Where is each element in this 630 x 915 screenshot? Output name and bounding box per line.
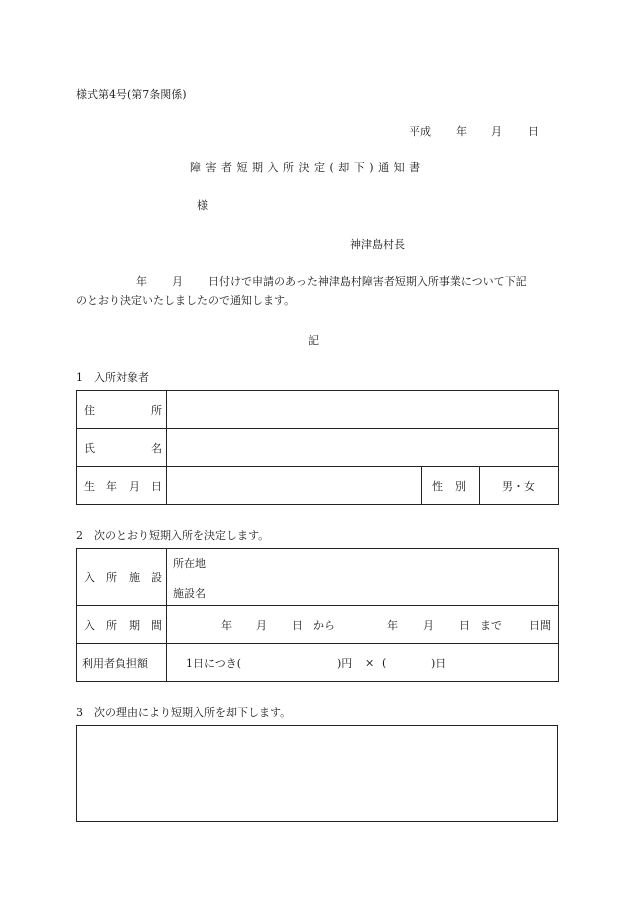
date-day: 日 [528,125,539,138]
rejection-reason-box[interactable] [76,725,558,822]
name-field[interactable] [167,429,559,467]
section1-heading: 1 入所対象者 [76,371,149,384]
address-row [77,391,559,429]
birth-label: 生 年 月 日 [77,467,167,505]
address-field[interactable] [167,391,559,429]
name-label: 氏 名 [77,429,167,467]
burden-row [77,644,559,682]
location-label: 所在地 [173,557,206,570]
decision-table [76,548,559,682]
date-month: 月 [491,125,502,138]
birth-row [77,467,559,505]
period-field[interactable]: 年 月 日 から 年 月 日 まで 日間 [167,606,559,644]
issuer: 神津島村長 [350,238,405,251]
body-month: 月 [172,275,183,288]
burden-field[interactable]: 1日につき( )円 × ( )日 [167,644,559,682]
ki-heading: 記 [308,334,319,347]
name-row [77,429,559,467]
period-row [77,606,559,644]
gender-label: 性 別 [422,467,480,505]
burden-label: 利用者負担額 [77,644,167,682]
facility-label: 入 所 施 設 [77,549,167,606]
birth-field[interactable] [167,467,422,505]
address-label: 住 所 [77,391,167,429]
applicant-table [76,390,559,505]
facility-field[interactable] [167,549,559,606]
body-line1: 日付けで申請のあった神津島村障害者短期入所事業について下記 [208,275,527,288]
facility-row [77,549,559,606]
section2-heading: 2 次のとおり短期入所を決定します。 [76,529,270,542]
section3-heading: 3 次の理由により短期入所を却下します。 [76,706,292,719]
body-year: 年 [136,275,147,288]
date-year: 年 [456,125,467,138]
document-title: 障害者短期入所決定(却下)通知書 [190,161,425,174]
facility-name-label: 施設名 [173,587,206,600]
form-number: 様式第4号(第7条関係) [76,88,187,101]
addressee-suffix: 様 [197,199,208,212]
gender-value[interactable]: 男・女 [480,467,559,505]
body-line2: のとおり決定いたしましたので通知します。 [76,294,296,307]
period-label: 入 所 期 間 [77,606,167,644]
date-era: 平成 [409,125,431,138]
